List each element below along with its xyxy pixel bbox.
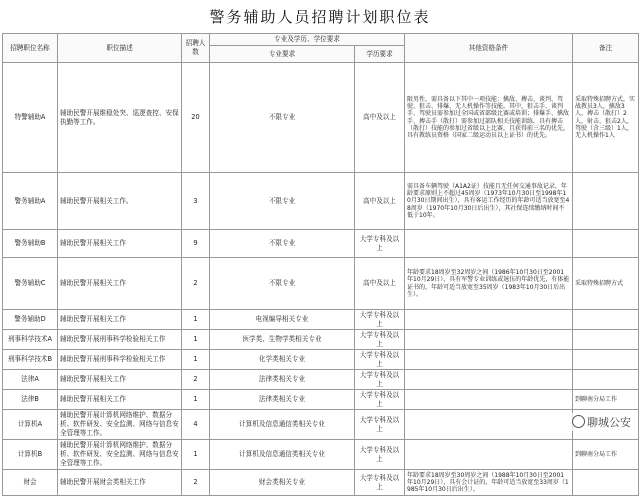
cell-major: 计算机及信息通信类相关专业 [210, 410, 355, 440]
cell-major: 化学类相关专业 [210, 350, 355, 370]
table-row [3, 310, 639, 330]
cell-count: 1 [182, 310, 210, 330]
cell-count: 4 [182, 410, 210, 440]
watermark-text: 聊城公安 [587, 416, 631, 429]
cell-edu: 大学专科及以上 [355, 230, 405, 258]
cell-major: 不限专业 [210, 173, 355, 230]
cell-edu: 大学专科及以上 [355, 330, 405, 350]
table-row [3, 330, 639, 350]
cell-other: 年龄要求18周岁至30周岁之间（1988年10月30日至2001年10月29日），具有会计证的，年龄可适当放宽至33周岁（1985年10月30日后出生）。 [405, 470, 573, 496]
recruitment-table [2, 33, 639, 496]
table-row [3, 173, 639, 230]
cell-edu: 大学专科及以上 [355, 440, 405, 470]
cell-count: 2 [182, 258, 210, 310]
cell-count: 1 [182, 350, 210, 370]
cell-desc: 辅助民警开展刑事科学检验相关工作 [58, 350, 182, 370]
cell-remark [573, 350, 639, 370]
cell-edu: 高中及以上 [355, 258, 405, 310]
cell-desc: 辅助民警开展相关工作 [58, 310, 182, 330]
table-row [3, 63, 639, 173]
cell-position: 警务辅助B [3, 230, 58, 258]
cell-edu: 大学专科及以上 [355, 470, 405, 496]
cell-position: 警务辅助D [3, 310, 58, 330]
header-desc: 职位描述 [58, 34, 182, 63]
table-row [3, 258, 639, 310]
cell-major: 法律类相关专业 [210, 370, 355, 390]
cell-desc: 辅助民警开展计算机网络维护、数据分析、软件研发、安全监测、网络与信息安全管理等工作。 [58, 410, 182, 440]
cell-major: 计算机及信息通信类相关专业 [210, 440, 355, 470]
table-row [3, 410, 639, 440]
watermark-logo-icon [572, 415, 585, 428]
cell-major: 法律类相关专业 [210, 390, 355, 410]
cell-edu: 大学专科及以上 [355, 410, 405, 440]
cell-other [405, 390, 573, 410]
cell-other [405, 440, 573, 470]
cell-remark [573, 370, 639, 390]
cell-edu: 高中及以上 [355, 173, 405, 230]
header-position: 招聘职位名称 [3, 34, 58, 63]
cell-other: 需具备车辆驾驶（A1A2证）技能且无任何交通事故记录，年龄要求原则上不超过45周岁（1973年10月30日至1998年10月30日期间出生），具有客运工作经历的年龄可适当放宽至48周岁（1970年10月30日后出生），其社保连续缴纳时间不低于10年。 [405, 173, 573, 230]
cell-edu: 大学专科及以上 [355, 390, 405, 410]
cell-desc: 辅助民警开展相关工作。 [58, 173, 182, 230]
cell-position: 法律A [3, 370, 58, 390]
cell-count: 9 [182, 230, 210, 258]
cell-remark [573, 173, 639, 230]
table-row [3, 440, 639, 470]
header-edu-group: 专业及学历、学位要求 [210, 34, 405, 46]
cell-edu: 高中及以上 [355, 63, 405, 173]
cell-edu: 大学专科及以上 [355, 310, 405, 330]
cell-other: 限男性，需具备以下其中一项技能：擒敌、搏击、谈判、驾驶、狙击、排爆、无人机操作等技能。其中，狙击手、谈判手、驾驶员需参加过全国或省部级比赛或培训；排爆手、擒敌手、搏击手（散打）需参加过部队相关技能训练，具有搏击（散打）技能的参加过省级以上比赛，且获得前三名的优先，具有教练员资格（国家二级运动员以上证书）的优先。 [405, 63, 573, 173]
cell-desc: 辅助民警开展刑事科学检验相关工作 [58, 330, 182, 350]
cell-edu: 大学专科及以上 [355, 350, 405, 370]
cell-count: 1 [182, 390, 210, 410]
cell-position: 财会 [3, 470, 58, 496]
cell-position: 特警辅助A [3, 63, 58, 173]
cell-remark: 采取特殊招聘方式 [573, 258, 639, 310]
cell-position: 计算机B [3, 440, 58, 470]
cell-position: 警务辅助A [3, 173, 58, 230]
cell-desc: 辅助民警开展相关工作 [58, 390, 182, 410]
table-row [3, 350, 639, 370]
cell-desc: 辅助民警开展维稳处突、巡逻查控、安保执勤等工作。 [58, 63, 182, 173]
table-row [3, 470, 639, 496]
header-remark: 备注 [573, 34, 639, 63]
cell-position: 刑事科学技术B [3, 350, 58, 370]
cell-major: 不限专业 [210, 63, 355, 173]
header-other: 其他资格条件 [405, 34, 573, 63]
cell-major: 医学类、生物学类相关专业 [210, 330, 355, 350]
cell-other [405, 230, 573, 258]
table-title: 警务辅助人员招聘计划职位表 [209, 8, 431, 26]
cell-major: 财会类相关专业 [210, 470, 355, 496]
cell-desc: 辅助民警开展相关工作 [58, 258, 182, 310]
cell-other [405, 410, 573, 440]
cell-count: 1 [182, 330, 210, 350]
cell-edu: 大学专科及以上 [355, 370, 405, 390]
cell-position: 法律B [3, 390, 58, 410]
cell-remark: 采取特殊招聘方式，实战教员3人，擒敌3人，搏击（散打）2人，射击、狙击2人，驾驶（含三级）1人，无人机操作1人 [573, 63, 639, 173]
header-major: 专业要求 [210, 46, 355, 63]
cell-other [405, 350, 573, 370]
header-edu: 学历要求 [355, 46, 405, 63]
cell-desc: 辅助民警开展财会类相关工作 [58, 470, 182, 496]
cell-other [405, 370, 573, 390]
cell-other [405, 310, 573, 330]
watermark [569, 413, 634, 431]
cell-count: 3 [182, 173, 210, 230]
cell-remark: 到聊南分局工作 [573, 440, 639, 470]
cell-remark [573, 330, 639, 350]
cell-position: 警务辅助C [3, 258, 58, 310]
cell-desc: 辅助民警开展相关工作 [58, 370, 182, 390]
header-count: 招聘人数 [182, 34, 210, 63]
table-row [3, 230, 639, 258]
cell-position: 刑事科学技术A [3, 330, 58, 350]
cell-count: 2 [182, 370, 210, 390]
cell-other: 年龄要求18周岁至32周岁之间（1986年10月30日至2001年10月29日），具有军警专业训练或退伍的年龄优先，有体能证书的，年龄可适当放宽至35周岁（1983年10月30日后出生）。 [405, 258, 573, 310]
table-row [3, 370, 639, 390]
cell-count: 2 [182, 470, 210, 496]
cell-major: 电视编导相关专业 [210, 310, 355, 330]
cell-major: 不限专业 [210, 230, 355, 258]
cell-remark: 到聊南分局工作 [573, 390, 639, 410]
cell-desc: 辅助民警开展相关工作 [58, 230, 182, 258]
cell-count: 1 [182, 440, 210, 470]
cell-major: 不限专业 [210, 258, 355, 310]
cell-remark [573, 230, 639, 258]
cell-count: 20 [182, 63, 210, 173]
cell-position: 计算机A [3, 410, 58, 440]
cell-remark [573, 470, 639, 496]
cell-other [405, 330, 573, 350]
cell-remark [573, 310, 639, 330]
cell-desc: 辅助民警开展计算机网络维护、数据分析、软件研发、安全监测、网络与信息安全管理等工作。 [58, 440, 182, 470]
table-row [3, 390, 639, 410]
